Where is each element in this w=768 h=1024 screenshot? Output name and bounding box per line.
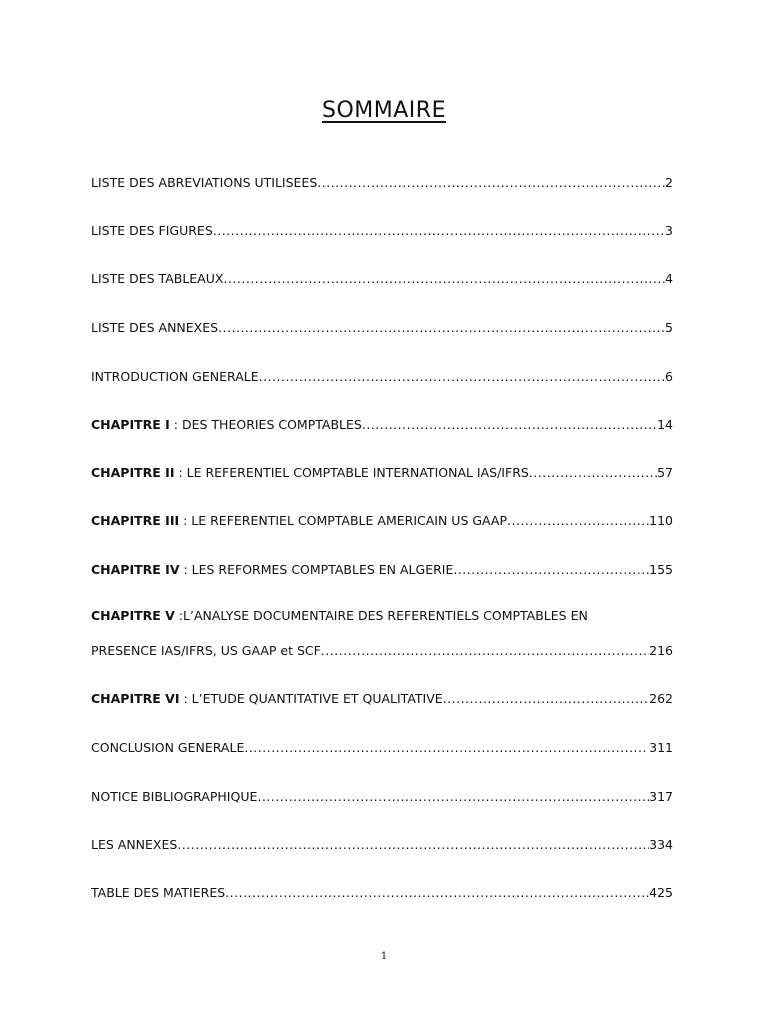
toc-entry-label: LISTE DES TABLEAUX bbox=[91, 271, 224, 286]
toc-dot-leader bbox=[225, 885, 649, 901]
toc-entry-chapitre-5-line1[interactable]: CHAPITRE V :L’ANALYSE DOCUMENTAIRE DES REFERENTIELS COMPTABLES EN bbox=[91, 608, 588, 623]
toc-entry-annexes[interactable] bbox=[91, 837, 673, 853]
toc-entry-label: PRESENCE IAS/IFRS, US GAAP et SCF bbox=[91, 643, 321, 658]
toc-dot-leader bbox=[244, 740, 645, 756]
toc-entry-tableaux[interactable] bbox=[91, 271, 673, 287]
toc-entry-label: CHAPITRE II : LE REFERENTIEL COMPTABLE INTERNATIONAL IAS/IFRS bbox=[91, 465, 529, 480]
toc-entry-abbreviations[interactable] bbox=[91, 175, 673, 191]
toc-page-number: 110 bbox=[649, 513, 673, 528]
toc-page-number: 311 bbox=[645, 740, 673, 755]
toc-dot-leader bbox=[362, 417, 657, 433]
footer-page-number: 1 bbox=[380, 951, 388, 962]
toc-entry-table-matieres[interactable] bbox=[91, 885, 673, 901]
toc-entry-label: INTRODUCTION GENERALE bbox=[91, 369, 259, 384]
toc-page-number: 155 bbox=[649, 562, 673, 577]
toc-entry-figures[interactable] bbox=[91, 223, 673, 239]
toc-page-number: 5 bbox=[665, 320, 673, 335]
toc-entry-chapitre-3[interactable] bbox=[91, 513, 673, 529]
toc-entry-label: LISTE DES ANNEXES bbox=[91, 320, 219, 335]
toc-page-number: 6 bbox=[665, 369, 673, 384]
toc-entry-label: LISTE DES ABREVIATIONS UTILISEES bbox=[91, 175, 318, 190]
toc-page-number: 425 bbox=[649, 885, 673, 900]
toc-dot-leader bbox=[443, 691, 649, 707]
toc-entry-introduction[interactable] bbox=[91, 369, 673, 385]
toc-dot-leader bbox=[218, 320, 665, 336]
toc-dot-leader bbox=[213, 223, 665, 239]
toc-dot-leader bbox=[321, 643, 649, 659]
toc-entry-chapitre-4[interactable] bbox=[91, 562, 673, 578]
toc-page-number: 317 bbox=[649, 789, 673, 804]
toc-page-number: 216 bbox=[649, 643, 673, 658]
toc-entry-chapitre-6[interactable] bbox=[91, 691, 673, 707]
toc-page-number: 334 bbox=[649, 837, 673, 852]
toc-dot-leader bbox=[223, 271, 665, 287]
toc-entry-label: CONCLUSION GENERALE bbox=[91, 740, 245, 755]
page-title: SOMMAIRE bbox=[322, 98, 446, 123]
toc-dot-leader bbox=[529, 465, 657, 481]
toc-entry-label: CHAPITRE I : DES THEORIES COMPTABLES bbox=[91, 417, 362, 432]
toc-page-number: 2 bbox=[665, 175, 673, 190]
toc-entry-annexes-list[interactable] bbox=[91, 320, 673, 336]
toc-dot-leader bbox=[259, 369, 665, 385]
toc-entry-chapitre-5[interactable] bbox=[91, 643, 673, 659]
toc-entry-chapitre-1[interactable] bbox=[91, 417, 673, 433]
toc-entry-label: TABLE DES MATIERES bbox=[91, 885, 226, 900]
toc-page-number: 57 bbox=[657, 465, 673, 480]
toc-dot-leader bbox=[453, 562, 649, 578]
toc-page-number: 4 bbox=[665, 271, 673, 286]
toc-dot-leader bbox=[257, 789, 649, 805]
toc-entry-conclusion[interactable] bbox=[91, 740, 673, 756]
toc-entry-label: LES ANNEXES bbox=[91, 837, 178, 852]
toc-page-number: 262 bbox=[649, 691, 673, 706]
toc-entry-bibliographie[interactable] bbox=[91, 789, 673, 805]
toc-page-number: 3 bbox=[665, 223, 673, 238]
toc-entry-label: NOTICE BIBLIOGRAPHIQUE bbox=[91, 789, 258, 804]
toc-entry-label: CHAPITRE III : LE REFERENTIEL COMPTABLE AMERICAIN US GAAP bbox=[91, 513, 508, 528]
toc-entry-chapitre-2[interactable] bbox=[91, 465, 673, 481]
toc-entry-label: CHAPITRE VI : L’ETUDE QUANTITATIVE ET QUALITATIVE bbox=[91, 691, 443, 706]
toc-entry-label: LISTE DES FIGURES bbox=[91, 223, 213, 238]
toc-dot-leader bbox=[317, 175, 665, 191]
toc-dot-leader bbox=[507, 513, 649, 529]
toc-dot-leader bbox=[177, 837, 649, 853]
toc-page-number: 14 bbox=[657, 417, 673, 432]
toc-entry-label: CHAPITRE IV : LES REFORMES COMPTABLES EN ALGERIE bbox=[91, 562, 454, 577]
